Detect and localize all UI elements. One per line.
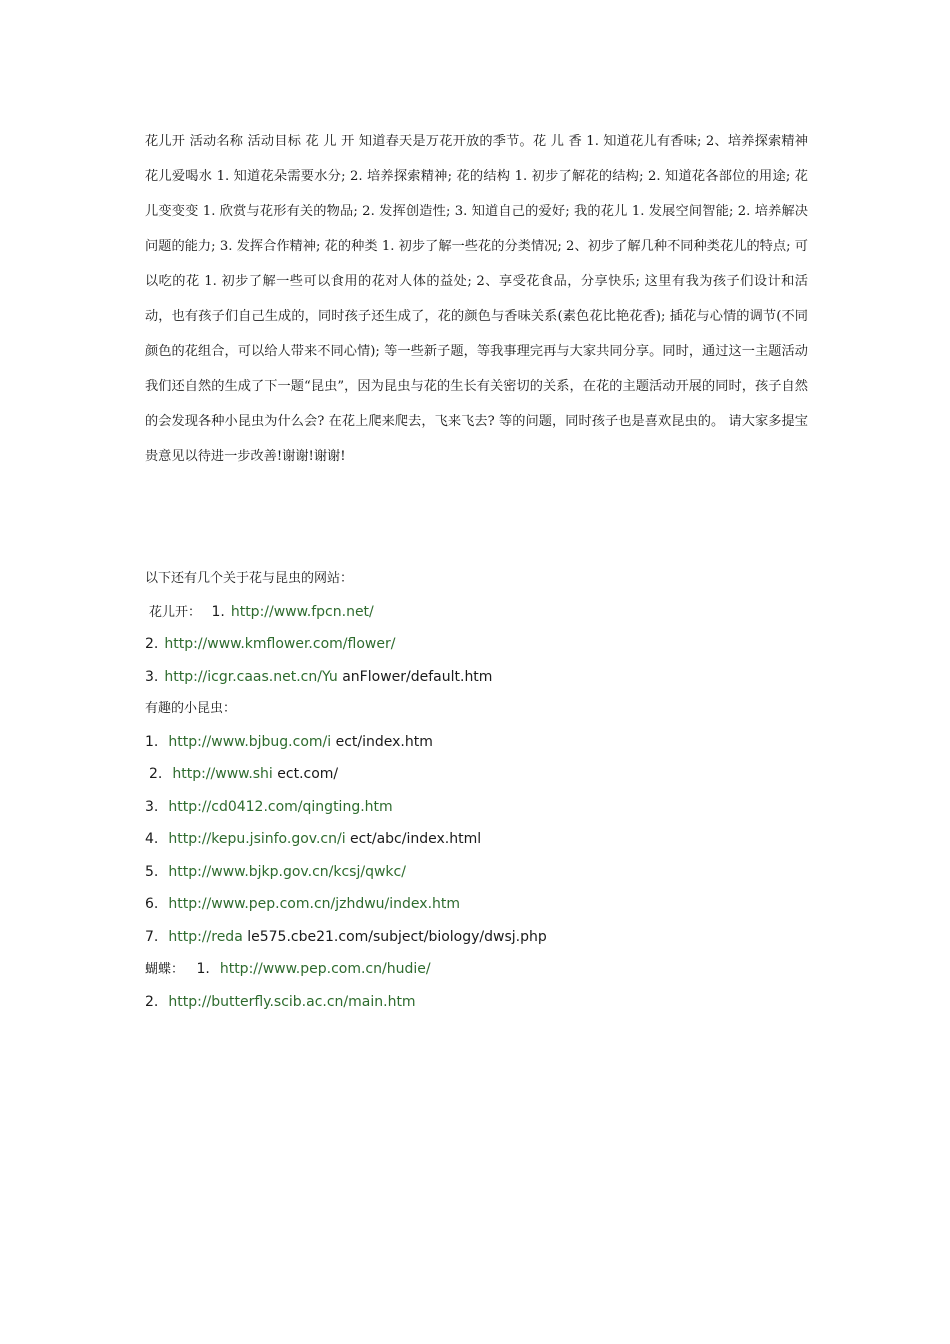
link-number: 6.: [145, 896, 159, 912]
link-number: 4.: [145, 831, 159, 847]
insect-link-2-tail: ect.com/: [272, 766, 339, 782]
flower-link-3[interactable]: http://icgr.caas.net.cn/Yu: [164, 668, 338, 685]
insect-link-5[interactable]: http://www.bjkp.gov.cn/kcsj/qwkc/: [168, 863, 406, 880]
insect-link-4-tail: ect/abc/index.html: [345, 831, 482, 847]
flower-link-2[interactable]: http://www.kmflower.com/flower/: [164, 636, 396, 652]
link-number: 1.: [145, 733, 159, 750]
insect-link-row-6: [145, 888, 845, 921]
link-number: 3.: [145, 668, 159, 685]
flower-link-row-2: [145, 628, 845, 661]
flower-label: 花儿开：: [149, 604, 202, 620]
insect-link-7[interactable]: http://reda: [168, 928, 243, 945]
insect-link-row-1: [145, 726, 845, 759]
insect-link-row-5: [145, 856, 845, 889]
links-intro: 以下还有几个关于花与昆虫的网站：: [145, 571, 354, 586]
insect-link-1[interactable]: http://www.bjbug.com/i: [168, 733, 332, 750]
insect-link-row-7: [145, 921, 845, 954]
link-number: 7.: [145, 928, 159, 945]
butterfly-label: 蝴蝶：: [145, 962, 185, 977]
link-number: 2.: [145, 636, 159, 652]
flower-link-3-tail: anFlower/default.htm: [337, 668, 493, 685]
insect-link-row-3: [145, 791, 845, 824]
link-number: 1.: [211, 603, 225, 620]
links-section: [145, 563, 845, 1018]
activity-paragraph: 花儿开 活动名称 活动目标 花 儿 开 知道春天是万花开放的季节。花 儿 香 1. 知道花儿有香味; 2、培养探索精神 花儿爱喝水 1. 知道花朵需要水分; 2. 培养探索精神; 花的结构 1. 初步了解花的结构; 2. 知道花各部位的用途; 花儿变变变 1. 欣赏与花形有关的物品; 2. 发挥创造性; 3. 知道自己的爱好; 我的花儿 1. 发展空间智能; 2. 培养解决问题的能力; 3. 发挥合作精神; 花的种类 1. 初步了解一些花的分类情况; 2、初步了解几种不同种类花儿的特点; 可以吃的花 1. 初步了解一些可以食用的花对人体的益处; 2、享受花食品，分享快乐; 这里有我为孩子们设计和活动，也有孩子们自己生成的，同时孩子还生成了，花的颜色与香味关系(素色花比艳花香); 插花与心情的调节(不同颜色的花组合，可以给人带来不同心情); 等一些新子题，等我事理完再与大家共同分享。同时，通过这一主题活动我们还自然的生成了下一题“昆虫”，因为昆虫与花的生长有关密切的关系，在花的主题活动开展的同时，孩子自然的会发现各种小昆虫为什么会? 在花上爬来爬去，飞来飞去? 等的问题，同时孩子也是喜欢昆虫的。 请大家多提宝贵意见以待进一步改善!谢谢!谢谢!: [145, 134, 808, 464]
flower-link-1[interactable]: http://www.fpcn.net/: [230, 603, 374, 620]
insect-link-4[interactable]: http://kepu.jsinfo.gov.cn/i: [168, 831, 346, 847]
butterfly-link-2[interactable]: http://butterfly.scib.ac.cn/main.htm: [168, 993, 416, 1010]
butterfly-link-1[interactable]: http://www.pep.com.cn/hudie/: [219, 961, 431, 977]
flower-link-row-3: [145, 661, 845, 694]
insect-link-2[interactable]: http://www.shi: [172, 766, 273, 782]
flower-link-row-1: [145, 596, 845, 629]
insect-link-7-tail: le575.cbe21.com/subject/biology/dwsj.php: [242, 928, 547, 945]
butterfly-link-row-1: [145, 953, 845, 986]
insect-link-row-4: [145, 823, 845, 856]
link-number: 2.: [145, 993, 159, 1010]
insect-label: 有趣的小昆虫：: [145, 701, 237, 716]
insect-link-3[interactable]: http://cd0412.com/qingting.htm: [168, 798, 393, 815]
link-number: 3.: [145, 798, 159, 815]
link-number: 1.: [196, 961, 210, 977]
butterfly-link-row-2: [145, 986, 845, 1019]
insect-link-row-2: [145, 758, 845, 791]
insect-link-6[interactable]: http://www.pep.com.cn/jzhdwu/index.htm: [168, 896, 461, 912]
link-number: 2.: [149, 766, 163, 782]
link-number: 5.: [145, 863, 159, 880]
insect-link-1-tail: ect/index.htm: [331, 733, 433, 750]
